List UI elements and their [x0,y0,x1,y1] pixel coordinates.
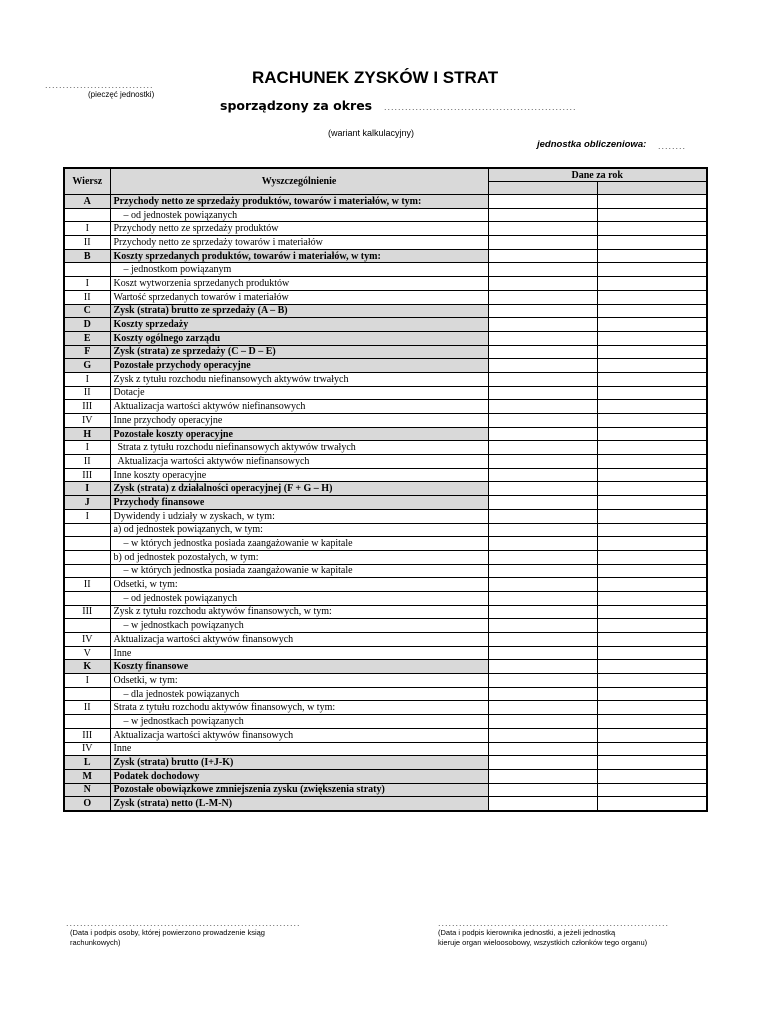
variant-label: (wariant kalkulacyjny) [328,128,415,138]
value-previous-year[interactable] [597,591,707,605]
right-signature-dots: .................................................................. [438,918,670,928]
value-previous-year[interactable] [597,455,707,469]
row-number: I [64,441,110,455]
row-number: III [64,468,110,482]
value-current-year[interactable] [488,715,597,729]
row-description [110,646,488,660]
row-description-text: – od jednostek powiązanych [123,209,238,221]
value-previous-year[interactable] [597,249,707,263]
row-number [64,263,110,277]
value-current-year[interactable] [488,277,597,291]
row-number [64,523,110,537]
row-description [110,331,488,345]
row-description [110,468,488,482]
row-description [110,687,488,701]
table-row [64,660,707,674]
value-previous-year[interactable] [597,290,707,304]
table-row [64,742,707,756]
row-number: H [64,427,110,441]
right-signature-line1: (Data i podpis kierownika jednostki, a jeżeli jednostką [438,928,616,937]
row-description [110,195,488,209]
value-current-year[interactable] [488,728,597,742]
table-row [64,427,707,441]
row-number: III [64,605,110,619]
row-number: M [64,769,110,783]
table-row [64,468,707,482]
value-previous-year[interactable] [597,304,707,318]
row-description-text: Przychody netto ze sprzedaży produktów [113,223,279,235]
row-description-text: Wartość sprzedanych towarów i materiałów [113,291,289,303]
row-number: IV [64,414,110,428]
row-description-text: Dywidendy i udziały w zyskach, w tym: [113,510,275,522]
row-number: O [64,797,110,811]
row-description-text: Dotacje [113,387,145,399]
value-previous-year[interactable] [597,605,707,619]
row-description-text: Koszty sprzedaży [113,319,189,331]
row-description [110,674,488,688]
row-number: III [64,728,110,742]
row-description [110,550,488,564]
table-row [64,208,707,222]
value-previous-year[interactable] [597,783,707,797]
row-description-text: Inne [113,743,132,755]
row-number: G [64,359,110,373]
row-description [110,769,488,783]
document-title: RACHUNEK ZYSKÓW I STRAT [252,68,499,87]
value-current-year[interactable] [488,797,597,811]
row-description-text: Aktualizacja wartości aktywów finansowych [113,729,294,741]
row-description [110,783,488,797]
table-row [64,318,707,332]
value-current-year[interactable] [488,687,597,701]
right-signature-line2: kieruje organ wieloosobowy, wszystkich członków tego organu) [438,938,648,947]
row-description [110,728,488,742]
value-current-year[interactable] [488,646,597,660]
row-description [110,578,488,592]
row-description-text: Zysk (strata) ze sprzedaży (C – D – E) [113,346,276,358]
table-header-row [64,168,707,182]
header-description: Wyszczególnienie [110,168,488,195]
row-description [110,523,488,537]
value-previous-year[interactable] [597,619,707,633]
value-current-year[interactable] [488,372,597,386]
row-description [110,537,488,551]
row-description [110,277,488,291]
value-previous-year[interactable] [597,578,707,592]
left-signature-line1: (Data i podpis osoby, której powierzono prowadzenie ksiąg [70,928,265,937]
value-previous-year[interactable] [597,660,707,674]
row-description-text: Aktualizacja wartości aktywów niefinansowych [113,401,306,413]
row-number [64,619,110,633]
row-description [110,372,488,386]
row-description-text: Przychody netto ze sprzedaży produktów, towarów i materiałów, w tym: [113,195,422,207]
table-row [64,455,707,469]
row-number: II [64,236,110,250]
row-description [110,633,488,647]
left-signature-line2: rachunkowych) [70,938,121,947]
value-previous-year[interactable] [597,564,707,578]
table-row [64,277,707,291]
row-number: II [64,578,110,592]
row-number: V [64,646,110,660]
table-row [64,249,707,263]
value-current-year[interactable] [488,290,597,304]
row-description [110,715,488,729]
row-number [64,208,110,222]
row-description-text: Inne przychody operacyjne [113,414,223,426]
stamp-label: (pieczęć jednostki) [88,90,155,99]
row-description [110,482,488,496]
header-row-number: Wiersz [64,168,110,195]
row-number: J [64,496,110,510]
table-row [64,769,707,783]
row-description-text: Koszty sprzedanych produktów, towarów i materiałów, w tym: [113,250,381,262]
income-statement-table [63,167,708,812]
unit-label: jednostka obliczeniowa: [537,139,647,150]
row-description [110,359,488,373]
table-row [64,646,707,660]
row-description [110,414,488,428]
row-description [110,660,488,674]
row-description [110,263,488,277]
table-row [64,701,707,715]
table-row [64,687,707,701]
value-previous-year[interactable] [597,523,707,537]
row-description-text: Podatek dochodowy [113,770,200,782]
value-previous-year[interactable] [597,195,707,209]
row-description [110,441,488,455]
value-current-year[interactable] [488,660,597,674]
row-description-text: – w jednostkach powiązanych [123,715,244,727]
row-description-text: Odsetki, w tym: [113,674,178,686]
row-number: K [64,660,110,674]
table-row [64,304,707,318]
row-description-text: Zysk (strata) brutto ze sprzedaży (A – B) [113,305,288,317]
header-current-year [488,182,597,195]
row-number: I [64,372,110,386]
value-previous-year[interactable] [597,414,707,428]
table-row [64,509,707,523]
table-row [64,496,707,510]
value-current-year[interactable] [488,427,597,441]
period-dots: ....................................................... [384,102,577,112]
row-number [64,537,110,551]
row-description [110,701,488,715]
value-current-year[interactable] [488,236,597,250]
row-description-text: Zysk (strata) brutto (I+J-K) [113,757,234,769]
row-number: F [64,345,110,359]
value-previous-year[interactable] [597,331,707,345]
row-description [110,386,488,400]
value-current-year[interactable] [488,331,597,345]
value-current-year[interactable] [488,345,597,359]
row-number: L [64,756,110,770]
row-description-text: – dla jednostek powiązanych [123,688,240,700]
value-previous-year[interactable] [597,550,707,564]
table-row [64,523,707,537]
row-number [64,591,110,605]
value-current-year[interactable] [488,509,597,523]
table-row [64,222,707,236]
row-description [110,455,488,469]
row-description [110,345,488,359]
row-number [64,550,110,564]
value-current-year[interactable] [488,769,597,783]
value-current-year[interactable] [488,414,597,428]
value-current-year[interactable] [488,496,597,510]
row-description [110,605,488,619]
value-previous-year[interactable] [597,537,707,551]
table-row [64,195,707,209]
value-previous-year[interactable] [597,277,707,291]
value-previous-year[interactable] [597,633,707,647]
value-current-year[interactable] [488,674,597,688]
value-previous-year[interactable] [597,646,707,660]
table-row [64,236,707,250]
row-description-text: a) od jednostek powiązanych, w tym: [113,524,263,536]
table-row [64,414,707,428]
value-current-year[interactable] [488,550,597,564]
row-number: II [64,455,110,469]
value-previous-year[interactable] [597,468,707,482]
value-current-year[interactable] [488,441,597,455]
row-description-text: Zysk (strata) z działalności operacyjnej (F + G – H) [113,483,333,495]
row-description-text: – jednostkom powiązanym [123,264,232,276]
row-number: III [64,400,110,414]
stamp-dots: ............................... [45,80,154,90]
left-signature-caption [70,928,265,948]
row-number: I [64,674,110,688]
row-description [110,496,488,510]
row-number [64,687,110,701]
value-current-year[interactable] [488,742,597,756]
row-description-text: – w jednostkach powiązanych [123,620,244,632]
value-current-year[interactable] [488,455,597,469]
row-description [110,756,488,770]
value-previous-year[interactable] [597,728,707,742]
value-previous-year[interactable] [597,427,707,441]
value-current-year[interactable] [488,619,597,633]
value-current-year[interactable] [488,195,597,209]
row-description-text: Inne koszty operacyjne [113,469,207,481]
table-row [64,372,707,386]
value-current-year[interactable] [488,578,597,592]
row-number: IV [64,742,110,756]
table-row [64,633,707,647]
row-description-text: Zysk (strata) netto (L-M-N) [113,798,233,810]
table-row [64,331,707,345]
row-number: N [64,783,110,797]
value-previous-year[interactable] [597,742,707,756]
value-previous-year[interactable] [597,345,707,359]
row-description [110,249,488,263]
row-number: C [64,304,110,318]
table-row [64,674,707,688]
value-previous-year[interactable] [597,400,707,414]
value-current-year[interactable] [488,482,597,496]
value-previous-year[interactable] [597,263,707,277]
row-description [110,318,488,332]
row-number: B [64,249,110,263]
row-description [110,222,488,236]
value-previous-year[interactable] [597,701,707,715]
row-description-text: – w których jednostka posiada zaangażowanie w kapitale [123,565,353,577]
table-row [64,797,707,811]
table-row [64,290,707,304]
row-number: E [64,331,110,345]
value-previous-year[interactable] [597,441,707,455]
value-previous-year[interactable] [597,769,707,783]
value-previous-year[interactable] [597,715,707,729]
table-row [64,263,707,277]
row-description [110,208,488,222]
row-description-text: Zysk z tytułu rozchodu aktywów finansowych, w tym: [113,606,332,618]
right-signature-caption [438,928,647,948]
row-description-text: b) od jednostek pozostałych, w tym: [113,551,259,563]
row-description [110,400,488,414]
row-description [110,619,488,633]
table-row [64,359,707,373]
value-current-year[interactable] [488,468,597,482]
row-description-text: Strata z tytułu rozchodu aktywów finansowych, w tym: [113,702,336,714]
value-current-year[interactable] [488,263,597,277]
table-row [64,482,707,496]
row-number: I [64,277,110,291]
row-description [110,290,488,304]
row-description [110,427,488,441]
value-previous-year[interactable] [597,496,707,510]
value-current-year[interactable] [488,249,597,263]
row-number: I [64,482,110,496]
value-previous-year[interactable] [597,756,707,770]
value-current-year[interactable] [488,400,597,414]
table-row [64,605,707,619]
row-number [64,564,110,578]
value-current-year[interactable] [488,783,597,797]
value-current-year[interactable] [488,564,597,578]
row-description-text: Zysk z tytułu rozchodu niefinansowych aktywów trwałych [113,373,349,385]
row-description-text: Koszt wytworzenia sprzedanych produktów [113,277,290,289]
row-description-text: Aktualizacja wartości aktywów finansowych [113,633,294,645]
unit-dots: ........ [658,141,687,151]
table-row [64,591,707,605]
value-previous-year[interactable] [597,318,707,332]
table-row [64,564,707,578]
row-number: II [64,386,110,400]
row-number: A [64,195,110,209]
left-signature-dots: ................................................................... [66,918,301,928]
table-row [64,578,707,592]
value-current-year[interactable] [488,222,597,236]
row-description-text: Odsetki, w tym: [113,579,178,591]
row-description-text: Przychody netto ze sprzedaży towarów i materiałów [113,236,323,248]
value-previous-year[interactable] [597,222,707,236]
row-description-text: Strata z tytułu rozchodu niefinansowych aktywów trwałych [117,442,356,454]
value-previous-year[interactable] [597,687,707,701]
table-row [64,400,707,414]
value-previous-year[interactable] [597,386,707,400]
table-row [64,441,707,455]
row-description-text: Przychody finansowe [113,496,205,508]
row-description [110,509,488,523]
table-row [64,345,707,359]
value-previous-year[interactable] [597,359,707,373]
row-number: I [64,509,110,523]
row-description-text: Pozostałe obowiązkowe zmniejszenia zysku (zwiększenia straty) [113,784,385,796]
value-previous-year[interactable] [597,797,707,811]
row-number: IV [64,633,110,647]
table-row [64,715,707,729]
value-current-year[interactable] [488,537,597,551]
value-previous-year[interactable] [597,236,707,250]
value-previous-year[interactable] [597,674,707,688]
row-description [110,564,488,578]
row-description-text: Pozostałe koszty operacyjne [113,428,233,440]
table-row [64,619,707,633]
row-description-text: Pozostałe przychody operacyjne [113,360,251,372]
value-current-year[interactable] [488,386,597,400]
row-number: II [64,290,110,304]
value-current-year[interactable] [488,359,597,373]
value-current-year[interactable] [488,318,597,332]
table-row [64,728,707,742]
value-current-year[interactable] [488,633,597,647]
value-current-year[interactable] [488,304,597,318]
row-description [110,797,488,811]
row-number [64,715,110,729]
value-current-year[interactable] [488,756,597,770]
row-number: I [64,222,110,236]
value-previous-year[interactable] [597,208,707,222]
row-description [110,742,488,756]
table-row [64,386,707,400]
header-previous-year [597,182,707,195]
row-description [110,236,488,250]
row-description-text: Aktualizacja wartości aktywów niefinansowych [117,455,310,467]
value-previous-year[interactable] [597,372,707,386]
row-description-text: – od jednostek powiązanych [123,592,238,604]
value-previous-year[interactable] [597,482,707,496]
value-current-year[interactable] [488,591,597,605]
value-previous-year[interactable] [597,509,707,523]
table-row [64,537,707,551]
value-current-year[interactable] [488,701,597,715]
row-number: D [64,318,110,332]
value-current-year[interactable] [488,605,597,619]
row-description-text: Koszty finansowe [113,661,189,673]
value-current-year[interactable] [488,208,597,222]
table-row [64,756,707,770]
table-row [64,550,707,564]
value-current-year[interactable] [488,523,597,537]
header-data-year: Dane za rok [488,168,707,182]
row-description-text: Koszty ogólnego zarządu [113,332,221,344]
row-description [110,304,488,318]
row-description-text: Inne [113,647,132,659]
row-description-text: – w których jednostka posiada zaangażowanie w kapitale [123,538,353,550]
row-description [110,591,488,605]
period-label: sporządzony za okres [220,98,373,113]
row-number: II [64,701,110,715]
table-row [64,783,707,797]
